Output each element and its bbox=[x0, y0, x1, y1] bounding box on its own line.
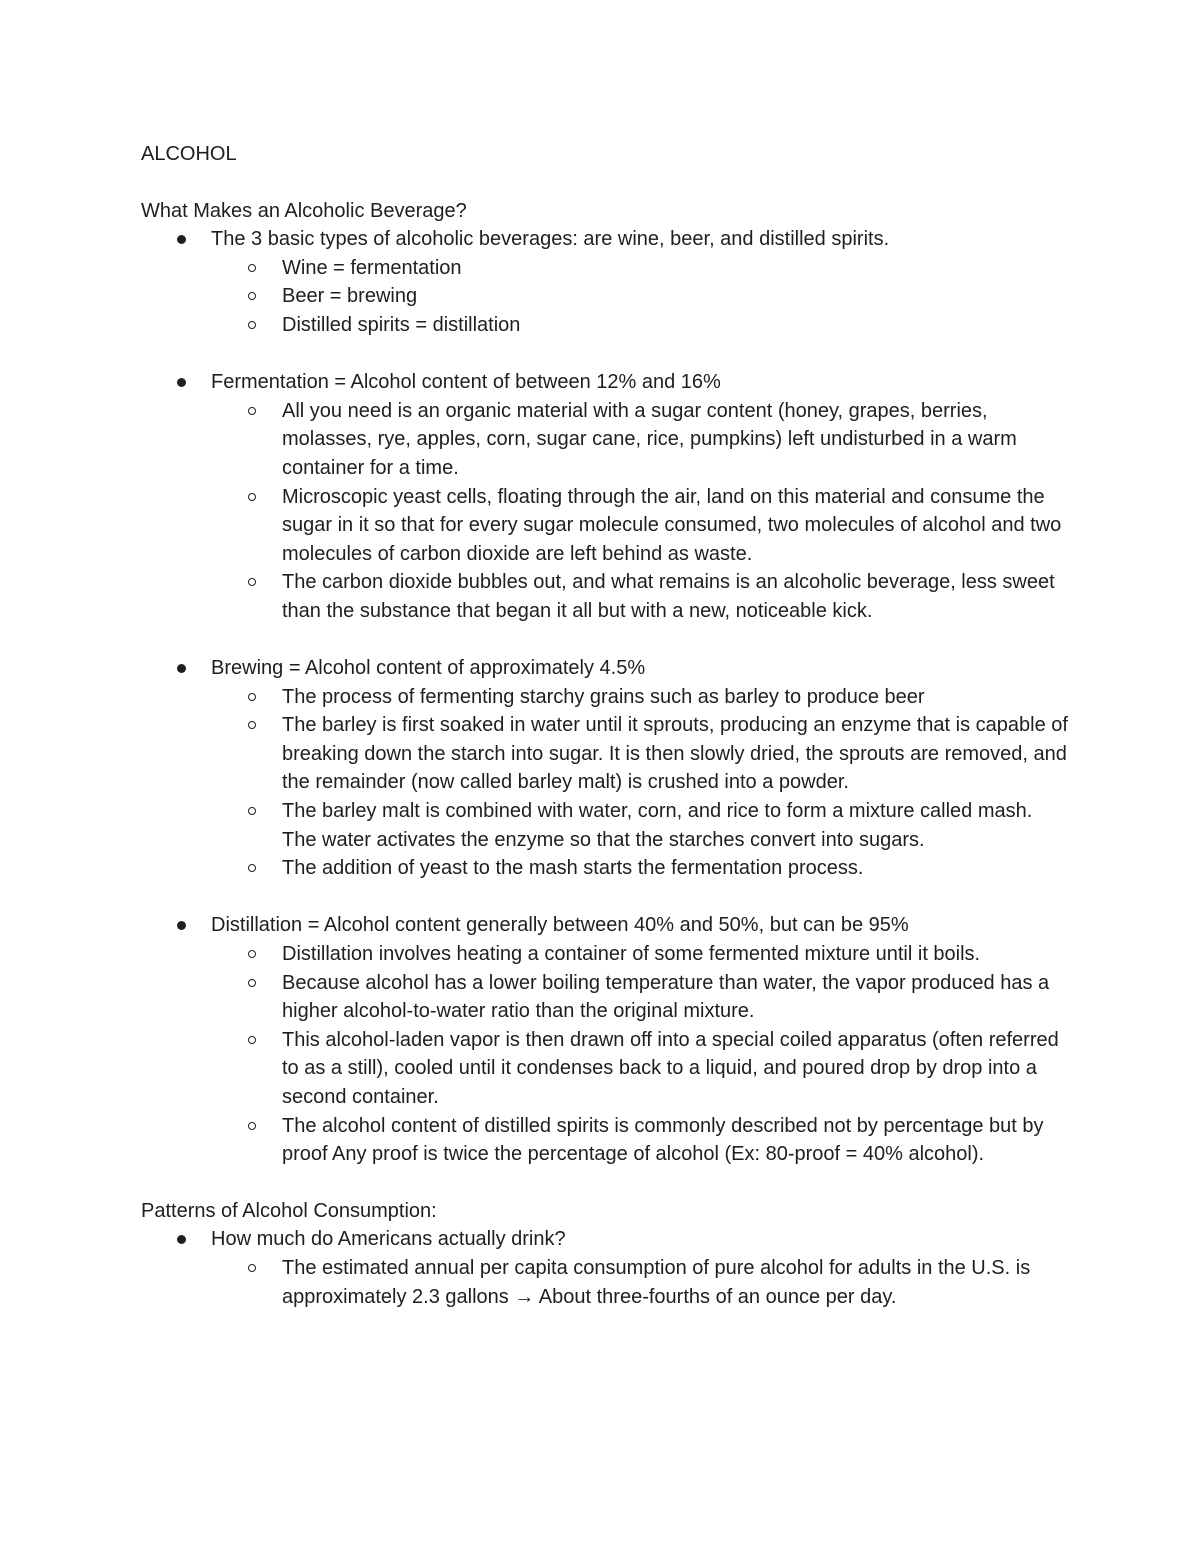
sublist-item-text: Microscopic yeast cells, floating through the air, land on this material and consume the sugar in it so that for every sugar molecule consumed, two molecules of alcohol and two molecules of carbon dioxide are left behind as waste. bbox=[282, 485, 1062, 565]
bullet-circle-icon bbox=[248, 493, 256, 501]
section2-list bbox=[141, 1225, 1071, 1311]
list-item bbox=[141, 654, 1071, 883]
bullet-circle-icon bbox=[248, 807, 256, 815]
list-item bbox=[141, 225, 1071, 339]
bullet-circle-icon bbox=[248, 721, 256, 729]
sublist-item-text: The addition of yeast to the mash starts the fermentation process. bbox=[282, 857, 864, 880]
bullet-circle-icon bbox=[248, 1122, 256, 1130]
sublist-item-text: The process of fermenting starchy grains such as barley to produce beer bbox=[282, 685, 925, 708]
bullet-dot-icon bbox=[177, 235, 186, 244]
sublist bbox=[211, 254, 1071, 340]
sublist-item bbox=[211, 711, 1071, 797]
bullet-circle-icon bbox=[248, 1036, 256, 1044]
sublist-item-text: Wine = fermentation bbox=[282, 256, 462, 279]
section-heading-consumption: Patterns of Alcohol Consumption: bbox=[141, 1199, 437, 1222]
sublist bbox=[211, 397, 1071, 626]
sublist-item bbox=[211, 1112, 1071, 1169]
sublist bbox=[211, 1254, 1071, 1311]
sublist-item bbox=[211, 683, 1071, 712]
list-item-text: Distillation = Alcohol content generally between 40% and 50%, but can be 95% bbox=[211, 914, 909, 937]
sublist-item bbox=[211, 797, 1071, 854]
bullet-dot-icon bbox=[177, 664, 186, 673]
list-item bbox=[141, 911, 1071, 1168]
section-heading-beverage: What Makes an Alcoholic Beverage? bbox=[141, 199, 467, 222]
bullet-circle-icon bbox=[248, 864, 256, 872]
list-item-text: How much do Americans actually drink? bbox=[211, 1228, 566, 1251]
bullet-dot-icon bbox=[177, 378, 186, 387]
sublist-item bbox=[211, 1254, 1071, 1311]
bullet-circle-icon bbox=[248, 578, 256, 586]
bullet-dot-icon bbox=[177, 921, 186, 930]
sublist-item-text: The estimated annual per capita consumption of pure alcohol for adults in the U.S. is approximately 2.3 gallons → About three-fourths of an ounce per day. bbox=[282, 1256, 1031, 1308]
bullet-circle-icon bbox=[248, 979, 256, 987]
bullet-circle-icon bbox=[248, 1264, 256, 1272]
sublist-item bbox=[211, 254, 1071, 283]
sublist-item-text: The barley is first soaked in water until it sprouts, producing an enzyme that is capable of breaking down the starch into sugar. It is then slowly dried, the sprouts are removed, and the remainder (now called barley malt) is crushed into a powder. bbox=[282, 714, 1068, 794]
document-title: ALCOHOL bbox=[141, 143, 237, 165]
sublist-item-text: Distilled spirits = distillation bbox=[282, 313, 521, 336]
bullet-circle-icon bbox=[248, 292, 256, 300]
bullet-circle-icon bbox=[248, 321, 256, 329]
bullet-dot-icon bbox=[177, 1235, 186, 1244]
sublist-item-text: The barley malt is combined with water, corn, and rice to form a mixture called mash. The water activates the enzyme so that the starches convert into sugars. bbox=[282, 800, 1033, 851]
sublist-item bbox=[211, 568, 1071, 625]
list-item-text: The 3 basic types of alcoholic beverages: are wine, beer, and distilled spirits. bbox=[211, 228, 890, 251]
sublist-item bbox=[211, 854, 1071, 883]
sublist-item-text: Because alcohol has a lower boiling temperature than water, the vapor produced has a higher alcohol-to-water ratio than the original mixture. bbox=[282, 971, 1050, 1023]
bullet-circle-icon bbox=[248, 950, 256, 958]
sublist-item-text: All you need is an organic material with a sugar content (honey, grapes, berries, molasses, rye, apples, corn, sugar cane, rice, pumpkins) left undisturbed in a warm container for a time. bbox=[282, 399, 1017, 479]
list-item bbox=[141, 1225, 1071, 1311]
sublist-item-text: Distillation involves heating a container of some fermented mixture until it boils. bbox=[282, 943, 981, 966]
sublist bbox=[211, 940, 1071, 1169]
sublist-item bbox=[211, 969, 1071, 1026]
sublist-item bbox=[211, 397, 1071, 483]
sublist-item bbox=[211, 1026, 1071, 1112]
sublist-item bbox=[211, 483, 1071, 569]
list-item bbox=[141, 368, 1071, 625]
section1-list bbox=[141, 225, 1071, 1169]
sublist-item-text: Beer = brewing bbox=[282, 285, 418, 308]
sublist-item-text: This alcohol-laden vapor is then drawn off into a special coiled apparatus (often referred to as a still), cooled until it condenses back to a liquid, and poured drop by drop into a second container. bbox=[282, 1028, 1059, 1108]
sublist-item bbox=[211, 940, 1071, 969]
document-page bbox=[141, 140, 1071, 1311]
bullet-circle-icon bbox=[248, 693, 256, 701]
list-item-text: Fermentation = Alcohol content of between 12% and 16% bbox=[211, 371, 721, 394]
list-item-text: Brewing = Alcohol content of approximately 4.5% bbox=[211, 657, 646, 680]
sublist-item-text: The alcohol content of distilled spirits is commonly described not by percentage but by proof Any proof is twice the percentage of alcohol (Ex: 80-proof = 40% alcohol). bbox=[282, 1114, 1044, 1166]
sublist-item-text: The carbon dioxide bubbles out, and what remains is an alcoholic beverage, less sweet than the substance that began it all but with a new, noticeable kick. bbox=[282, 571, 1055, 622]
bullet-circle-icon bbox=[248, 264, 256, 272]
sublist bbox=[211, 683, 1071, 883]
bullet-circle-icon bbox=[248, 407, 256, 415]
sublist-item bbox=[211, 311, 1071, 340]
sublist-item bbox=[211, 282, 1071, 311]
